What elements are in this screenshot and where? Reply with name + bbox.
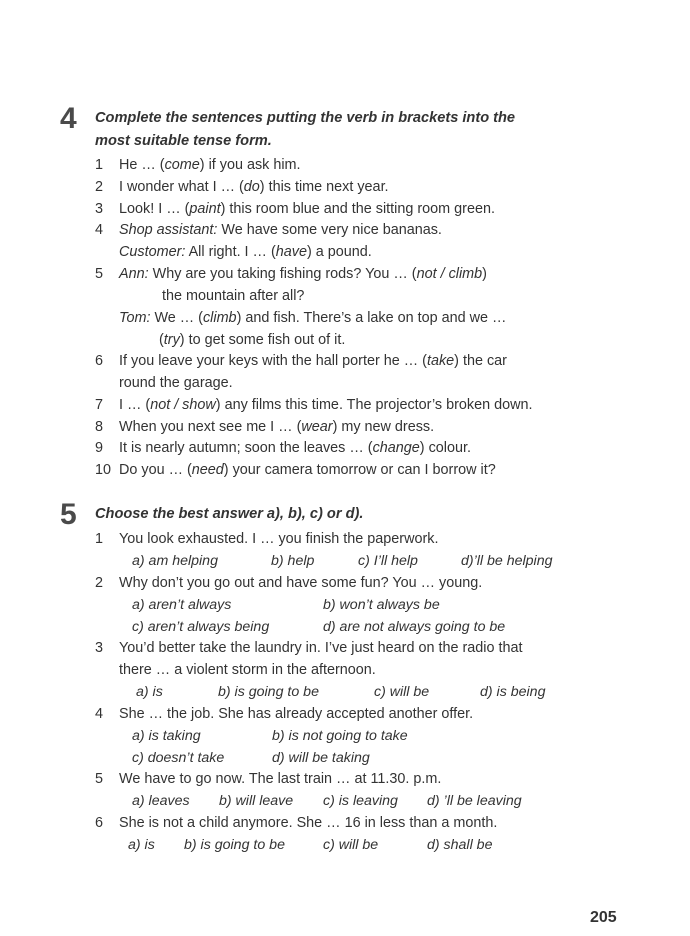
item-number: 9 [95,440,104,456]
sentence-2: I wonder what I … (do) this time next year. [119,179,389,195]
item-number: 10 [95,462,112,478]
sentence-1: He … (come) if you ask him. [119,157,301,173]
exercise-5-number: 5 [60,498,77,531]
sentence-5-line-4: (try) to get some fish out of it. [159,332,346,348]
question-number: 1 [95,531,104,547]
exercise-4-instruction [95,107,575,153]
sentence-5-line-1: Ann: Why are you taking fishing rods? You … (not / climb) [119,266,487,282]
question-number: 3 [95,640,104,656]
item-number: 4 [95,222,104,238]
page-number: 205 [590,909,617,926]
option-a: a) aren’t always [132,597,232,613]
sentence-3: Look! I … (paint) this room blue and the sitting room green. [119,201,495,217]
option-b: b) is going to be [218,684,319,700]
sentence-5-line-2: the mountain after all? [162,288,305,304]
question-number: 4 [95,706,104,722]
option-a: a) am helping [132,553,218,569]
option-d: d) will be taking [272,750,370,766]
question-number: 5 [95,771,104,787]
option-a: a) is [136,684,163,700]
option-c: c) aren’t always being [132,619,270,635]
option-d: d) ’ll be leaving [427,793,522,809]
sentence-4-line-1: Shop assistant: We have some very nice bananas. [119,222,442,238]
sentence-10: Do you … (need) your camera tomorrow or can I borrow it? [119,462,496,478]
item-number: 1 [95,157,104,173]
option-d: d) are not always going to be [323,619,506,635]
item-number: 8 [95,419,104,435]
exercise-4-instruction-line-1: Complete the sentences putting the verb in brackets into the [95,110,516,126]
question-number: 6 [95,815,104,831]
option-c: c) doesn’t take [132,750,225,766]
option-a: a) is [128,837,155,853]
item-number: 6 [95,353,104,369]
option-c: c) is leaving [323,793,398,809]
exercise-5-instruction: Choose the best answer a), b), c) or d). [95,506,364,522]
exercise-4-instruction-line-2: most suitable tense form. [95,133,272,149]
option-a: a) is taking [132,728,201,744]
option-b: b) will leave [219,793,294,809]
option-b: b) is not going to take [272,728,408,744]
question-number: 2 [95,575,104,591]
question-2-text: Why don’t you go out and have some fun? You … young. [119,575,483,591]
option-c: c) will be [323,837,379,853]
option-b: b) won’t always be [323,597,440,613]
sentence-9: It is nearly autumn; soon the leaves … (change) colour. [119,440,471,456]
question-4-text: She … the job. She has already accepted another offer. [119,706,474,722]
item-number: 2 [95,179,104,195]
option-d: d) shall be [427,837,493,853]
sentence-7: I … (not / show) any films this time. The projector’s broken down. [119,397,533,413]
item-number: 3 [95,201,104,217]
option-d: d)’ll be helping [461,553,553,569]
question-5-text: We have to go now. The last train … at 11.30. p.m. [119,771,442,787]
option-b: b) help [271,553,315,569]
exercise-4-number: 4 [60,102,77,135]
question-3-text-line-1: You’d better take the laundry in. I’ve just heard on the radio that [119,640,523,656]
option-c: c) I’ll help [358,553,418,569]
sentence-6-line-1: If you leave your keys with the hall porter he … (take) the car [119,353,507,369]
sentence-8: When you next see me I … (wear) my new dress. [119,419,435,435]
question-6-text: She is not a child anymore. She … 16 in less than a month. [119,815,498,831]
option-a: a) leaves [132,793,190,809]
sentence-6-line-2: round the garage. [119,375,233,391]
sentence-4-line-2: Customer: All right. I … (have) a pound. [119,244,372,260]
question-1-text: You look exhausted. I … you finish the paperwork. [119,531,439,547]
option-c: c) will be [374,684,430,700]
item-number: 5 [95,266,104,282]
item-number: 7 [95,397,104,413]
question-3-text-line-2: there … a violent storm in the afternoon. [119,662,376,678]
option-d: d) is being [480,684,546,700]
option-b: b) is going to be [184,837,285,853]
sentence-5-line-3: Tom: We … (climb) and fish. There’s a lake on top and we … [119,310,507,326]
